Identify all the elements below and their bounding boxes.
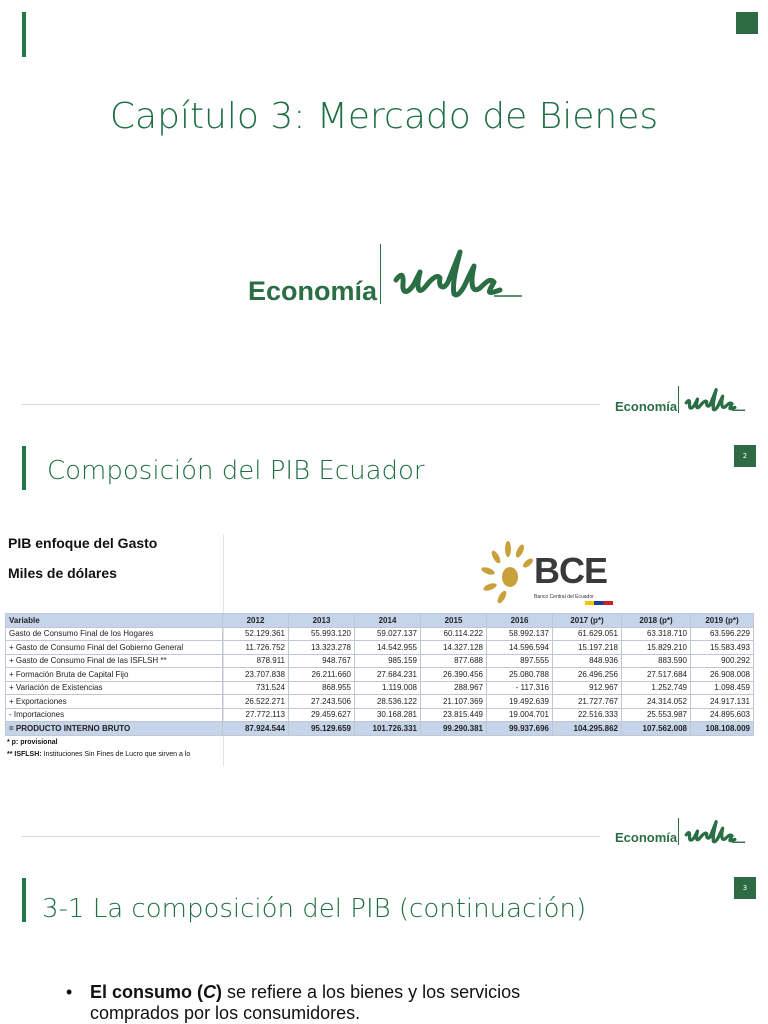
footer-logo-word: Economía	[615, 399, 678, 414]
table-row	[6, 681, 754, 695]
header-cell: 2018 (p*)	[622, 614, 691, 628]
cell-value: 883.590	[622, 654, 691, 668]
slide-title: 3-1 La composición del PIB (continuación)	[42, 894, 587, 924]
row-label: Gasto de Consumo Final de los Hogares	[6, 627, 223, 641]
cell-value: 877.688	[421, 654, 487, 668]
note-isflsh-text: Instituciones Sin Fines de Lucro que sirven a lo	[41, 751, 191, 758]
cell-value: 15.583.493	[691, 641, 754, 655]
cell-value: 27.684.231	[355, 668, 421, 682]
cell-value: 14.327.128	[421, 641, 487, 655]
cell-value: 26.390.456	[421, 668, 487, 682]
total-value: 99.290.381	[421, 722, 487, 736]
total-value: 107.562.008	[622, 722, 691, 736]
table-subheading: Miles de dólares	[8, 565, 117, 581]
cell-value: 26.496.256	[553, 668, 622, 682]
cell-value: 878.911	[223, 654, 289, 668]
cell-value: 23.707.838	[223, 668, 289, 682]
bullet-italic: C	[203, 982, 217, 1002]
page-number: 2	[734, 445, 756, 467]
slide-title: Composición del PIB Ecuador	[47, 456, 425, 486]
footer-logo-word: Economía	[615, 830, 678, 845]
table-row	[6, 654, 754, 668]
accent-bar	[22, 12, 26, 57]
cell-value: 21.107.369	[421, 695, 487, 709]
bullet-rest: se refiere a los bienes y los servicios comprados por los consumidores.	[90, 982, 521, 1023]
note-isflsh-label: ** ISFLSH:	[7, 751, 42, 758]
table-row	[6, 641, 754, 655]
cell-value: 985.159	[355, 654, 421, 668]
total-value: 95.129.659	[289, 722, 355, 736]
cell-value: 61.629.051	[553, 627, 622, 641]
slide-title: Capítulo 3: Mercado de Bienes	[109, 96, 659, 137]
cell-value: 1.252.749	[622, 681, 691, 695]
header-cell: 2017 (p*)	[553, 614, 622, 628]
bullet-bold: El consumo (	[90, 982, 204, 1002]
cell-value: 63.318.710	[622, 627, 691, 641]
total-value: 99.937.696	[487, 722, 553, 736]
cell-value: 731.524	[223, 681, 289, 695]
header-cell: 2016	[487, 614, 553, 628]
bullet-dot: •	[66, 982, 73, 1002]
bce-acronym: BCE	[534, 550, 608, 591]
cell-value: 23.815.449	[421, 708, 487, 722]
total-value: 101.726.331	[355, 722, 421, 736]
cell-value: 55.993.120	[289, 627, 355, 641]
row-label: + Gasto de Consumo Final del Gobierno General	[6, 641, 223, 655]
total-label: = PRODUCTO INTERNO BRUTO	[6, 722, 223, 736]
udla-script-logo	[390, 244, 525, 304]
table-row	[6, 627, 754, 641]
cell-value: 26.522.271	[223, 695, 289, 709]
cell-value: - 117.316	[487, 681, 553, 695]
cell-value: 26.908.008	[691, 668, 754, 682]
cell-value: 27.517.684	[622, 668, 691, 682]
cell-value: 13.323.278	[289, 641, 355, 655]
cell-value: 14.542.955	[355, 641, 421, 655]
corner-square	[736, 12, 758, 34]
cell-value: 848.936	[553, 654, 622, 668]
footer-logo-divider	[678, 818, 679, 845]
cell-value: 11.726.752	[223, 641, 289, 655]
row-label: + Variación de Existencias	[6, 681, 223, 695]
cell-value: 60.114.222	[421, 627, 487, 641]
cell-value: 24.895.603	[691, 708, 754, 722]
logo-word: Economía	[248, 276, 378, 306]
footer-udla-icon	[682, 386, 748, 414]
slide-1	[0, 0, 768, 420]
footer-logo-divider	[678, 386, 679, 413]
header-cell: 2012	[223, 614, 289, 628]
cell-value: 28.536.122	[355, 695, 421, 709]
total-value: 104.295.862	[553, 722, 622, 736]
cell-value: 24.917.131	[691, 695, 754, 709]
row-label: + Exportaciones	[6, 695, 223, 709]
cell-value: 15.197.218	[553, 641, 622, 655]
cell-value: 30.168.281	[355, 708, 421, 722]
cell-value: 22.516.333	[553, 708, 622, 722]
pib-table	[5, 613, 754, 736]
header-cell: 2015	[421, 614, 487, 628]
table-heading: PIB enfoque del Gasto	[8, 535, 158, 551]
row-label: + Formación Bruta de Capital Fijo	[6, 668, 223, 682]
cell-value: 63.596.229	[691, 627, 754, 641]
logo-divider	[380, 244, 381, 304]
cell-value: 288.967	[421, 681, 487, 695]
cell-value: 27.772.113	[223, 708, 289, 722]
cell-value: 900.292	[691, 654, 754, 668]
note-provisional: * p: provisional	[7, 739, 58, 746]
cell-value: 14.596.594	[487, 641, 553, 655]
note-isflsh	[7, 751, 190, 758]
cell-value: 868.955	[289, 681, 355, 695]
cell-value: 29.459.627	[289, 708, 355, 722]
total-row	[6, 722, 754, 736]
divider-line	[22, 404, 600, 405]
cell-value: 15.829.210	[622, 641, 691, 655]
cell-value: 24.314.052	[622, 695, 691, 709]
cell-value: 19.004.701	[487, 708, 553, 722]
cell-value: 21.727.767	[553, 695, 622, 709]
cell-value: 948.767	[289, 654, 355, 668]
footer-udla-icon	[682, 818, 748, 846]
bce-name: Banco Central del Ecuador	[534, 594, 594, 600]
cell-value: 58.992.137	[487, 627, 553, 641]
bullet-text	[90, 982, 610, 1024]
total-value: 108.108.009	[691, 722, 754, 736]
flag-stripe	[585, 601, 613, 605]
cell-value: 19.492.639	[487, 695, 553, 709]
accent-bar	[22, 878, 26, 922]
cell-value: 1.098.459	[691, 681, 754, 695]
divider-line	[22, 836, 600, 837]
header-cell: 2019 (p*)	[691, 614, 754, 628]
table-row	[6, 695, 754, 709]
bce-emblem-icon	[480, 535, 540, 611]
header-cell: 2013	[289, 614, 355, 628]
row-label: + Gasto de Consumo Final de las ISFLSH **	[6, 654, 223, 668]
cell-value: 897.555	[487, 654, 553, 668]
cell-value: 26.211.660	[289, 668, 355, 682]
cell-value: 25.080.788	[487, 668, 553, 682]
slide-3	[0, 862, 768, 1024]
bullet-bold-close: )	[216, 982, 223, 1002]
cell-value: 59.027.137	[355, 627, 421, 641]
cell-value: 25.553.987	[622, 708, 691, 722]
row-label: - Importaciones	[6, 708, 223, 722]
accent-bar	[22, 446, 26, 490]
page-number: 3	[734, 877, 756, 899]
header-cell: Variable	[6, 614, 223, 628]
cell-value: 27.243.506	[289, 695, 355, 709]
slide-2	[0, 430, 768, 852]
table-row	[6, 668, 754, 682]
total-value: 87.924.544	[223, 722, 289, 736]
table-header-row	[6, 614, 754, 628]
table-row	[6, 708, 754, 722]
cell-value: 1.119.008	[355, 681, 421, 695]
header-cell: 2014	[355, 614, 421, 628]
cell-value: 52.129.361	[223, 627, 289, 641]
cell-value: 912.967	[553, 681, 622, 695]
